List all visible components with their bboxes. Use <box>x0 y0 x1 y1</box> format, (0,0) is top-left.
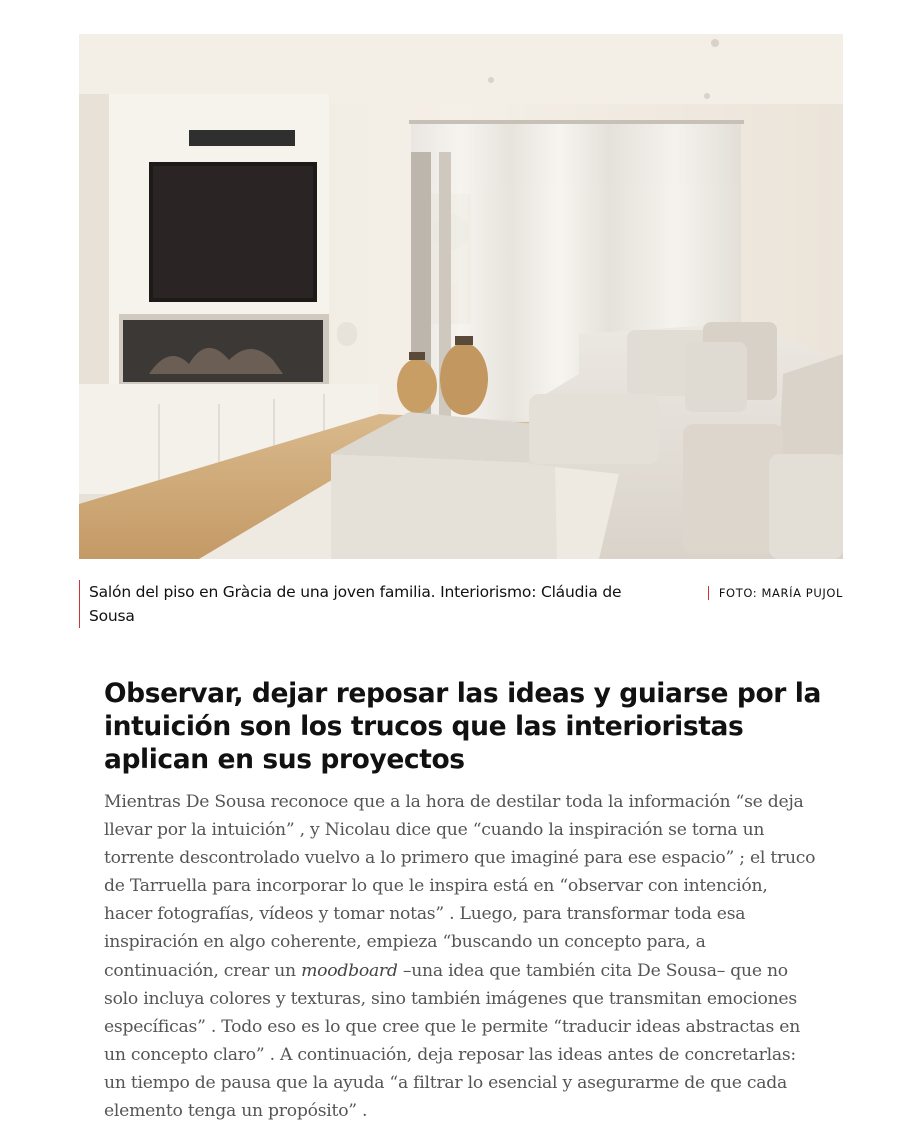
article-paragraph <box>104 788 820 1125</box>
photo-credit: FOTO: MARÍA PUJOL <box>708 586 843 600</box>
living-room-photo <box>79 34 843 559</box>
caption-accent-rule <box>79 580 80 628</box>
paragraph-text-end: –una idea que también cita De Sousa– que no solo incluya colores y texturas, sino también imágenes que transmitan emociones específicas” . Todo eso es lo que cree que le permite “traducir ideas abstractas en un concepto claro” . A continuación, deja reposar las ideas antes de concretarlas: un tiempo de pausa que la ayuda “a filtrar lo esencial y asegurarme de que cada elemento tenga un propósito” . <box>104 960 801 1122</box>
paragraph-text-start: Mientras De Sousa reconoce que a la hora de destilar toda la información “se deja llevar por la intuición” , y Nicolau dice que “cuando la inspiración se torna un torrente descontrolado vuelvo a lo primero que imaginé para ese espacio” ; el truco de Tarruella para incorporar lo que le inspira está en “observar con intención, hacer fotografías, vídeos y tomar notas” . Luego, para transformar toda esa inspiración en algo coherente, empieza “buscando un concepto para, a continuación, crear un <box>104 792 816 981</box>
caption-text: Salón del piso en Gràcia de una joven familia. Interiorismo: Cláudia de Sousa <box>89 583 622 625</box>
paragraph-italic-term: moodboard <box>301 960 398 981</box>
photo-caption <box>79 580 843 630</box>
section-headline: Observar, dejar reposar las ideas y guiarse por la intuición son los trucos que las interioristas aplican en sus proyectos <box>104 678 821 775</box>
